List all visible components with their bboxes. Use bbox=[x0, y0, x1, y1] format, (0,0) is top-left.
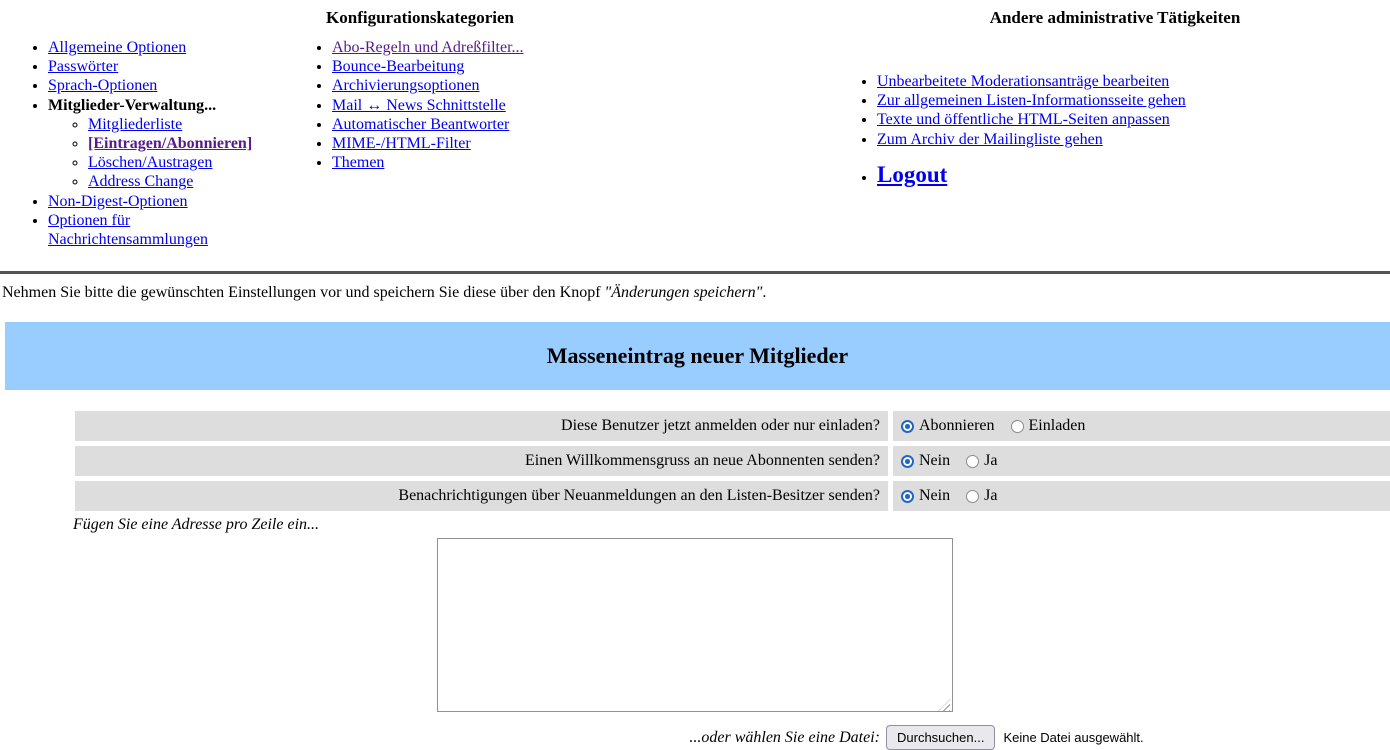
nav-link-allgemeine-optionen[interactable]: Allgemeine Optionen bbox=[48, 39, 187, 56]
radio-button-icon[interactable] bbox=[901, 455, 914, 468]
address-entry-label: Fügen Sie eine Adresse pro Zeile ein... bbox=[73, 516, 320, 534]
radio-label: Ja bbox=[984, 487, 998, 505]
instruction-text bbox=[2, 284, 1390, 302]
nav-link-address-change[interactable]: Address Change bbox=[88, 173, 194, 191]
row-label: Diese Benutzer jetzt anmelden oder nur einladen? bbox=[75, 411, 888, 441]
address-textarea[interactable] bbox=[437, 538, 953, 712]
instruction-emphasis: "Änderungen speichern" bbox=[604, 284, 763, 302]
horizontal-divider bbox=[0, 271, 1390, 274]
nav-link-mitgliederliste[interactable]: Mitgliederliste bbox=[88, 115, 183, 133]
list-item bbox=[48, 192, 284, 211]
radio-button-icon[interactable] bbox=[901, 490, 914, 503]
file-upload-row bbox=[75, 725, 1390, 750]
nav-link-bounce-bearbeitung[interactable]: Bounce-Bearbeitung bbox=[332, 58, 465, 76]
row-options bbox=[893, 446, 1390, 476]
admin-tasks-header: Andere administrative Tätigkeiten bbox=[989, 8, 1241, 27]
row-options bbox=[893, 481, 1390, 511]
list-item bbox=[48, 211, 284, 249]
list-item bbox=[877, 72, 1390, 91]
config-category-list-1 bbox=[0, 38, 284, 249]
list-item bbox=[332, 153, 840, 172]
list-item bbox=[332, 57, 840, 76]
form-row-owner-notification bbox=[75, 481, 1390, 511]
radio-option-nein[interactable] bbox=[901, 487, 950, 505]
nav-link-sprach-optionen[interactable]: Sprach-Optionen bbox=[48, 77, 158, 95]
nav-link-themen[interactable]: Themen bbox=[332, 154, 385, 172]
radio-option-ja[interactable] bbox=[966, 487, 997, 505]
nav-link-archivierungsoptionen[interactable]: Archivierungsoptionen bbox=[332, 77, 480, 95]
admin-tasks-section bbox=[840, 8, 1390, 249]
nav-link-listen-informationsseite[interactable]: Zur allgemeinen Listen-Informationsseite gehen bbox=[877, 92, 1186, 110]
logout-link[interactable]: Logout bbox=[877, 161, 948, 187]
radio-button-icon[interactable] bbox=[1011, 420, 1024, 433]
radio-option-abonnieren[interactable] bbox=[901, 417, 995, 435]
page-title: Masseneintrag neuer Mitglieder bbox=[546, 343, 849, 369]
config-category-list-2 bbox=[284, 38, 840, 172]
radio-label: Nein bbox=[919, 452, 951, 470]
browse-button[interactable]: Durchsuchen... bbox=[886, 725, 995, 750]
list-item bbox=[332, 38, 840, 57]
form-row-subscribe-or-invite bbox=[75, 411, 1390, 441]
nav-link-abo-regeln-adressfilter[interactable]: Abo-Regeln und Adreßfilter... bbox=[332, 39, 524, 56]
address-textarea-container bbox=[437, 538, 953, 717]
radio-label: Abonnieren bbox=[919, 417, 995, 435]
list-item bbox=[88, 134, 284, 153]
top-navigation bbox=[0, 8, 1390, 249]
list-item bbox=[332, 134, 840, 153]
section-label-mitglieder-verwaltung: Mitglieder-Verwaltung... bbox=[48, 96, 217, 114]
instruction-suffix: . bbox=[762, 284, 767, 302]
instruction-prefix: Nehmen Sie bitte die gewünschten Einstellungen vor und speichern Sie diese über den Knopf bbox=[2, 284, 605, 302]
list-item bbox=[877, 161, 1390, 187]
list-item bbox=[48, 76, 284, 95]
member-management-submenu bbox=[48, 115, 284, 192]
nav-link-automatischer-beantworter[interactable]: Automatischer Beantworter bbox=[332, 115, 510, 133]
radio-button-icon[interactable] bbox=[901, 420, 914, 433]
list-item bbox=[88, 115, 284, 134]
admin-task-list bbox=[840, 72, 1390, 187]
row-label: Benachrichtigungen über Neuanmeldungen an den Listen-Besitzer senden? bbox=[75, 481, 888, 511]
form-row-welcome-message bbox=[75, 446, 1390, 476]
file-status-text: Keine Datei ausgewählt. bbox=[1003, 730, 1144, 746]
nav-link-mail-news-schnittstelle[interactable]: Mail ↔ News Schnittstelle bbox=[332, 96, 506, 114]
radio-option-nein[interactable] bbox=[901, 452, 950, 470]
list-item bbox=[332, 115, 840, 134]
list-item bbox=[332, 76, 840, 95]
list-item bbox=[48, 38, 284, 57]
nav-link-archiv-mailingliste[interactable]: Zum Archiv der Mailingliste gehen bbox=[877, 130, 1103, 148]
page-title-bar bbox=[5, 322, 1390, 390]
file-upload-label: ...oder wählen Sie eine Datei: bbox=[689, 728, 880, 746]
radio-button-icon[interactable] bbox=[966, 455, 979, 468]
list-item bbox=[877, 110, 1390, 129]
list-item bbox=[48, 57, 284, 76]
radio-label: Nein bbox=[919, 487, 951, 505]
nav-link-passwoerter[interactable]: Passwörter bbox=[48, 58, 119, 76]
list-item bbox=[88, 172, 284, 191]
radio-label: Ja bbox=[984, 452, 998, 470]
radio-label: Einladen bbox=[1028, 417, 1086, 435]
nav-link-mime-html-filter[interactable]: MIME-/HTML-Filter bbox=[332, 135, 471, 153]
mass-subscribe-options bbox=[75, 411, 1390, 511]
nav-link-loeschen-austragen[interactable]: Löschen/Austragen bbox=[88, 154, 213, 172]
nav-link-eintragen-abonnieren-current[interactable]: [Eintragen/Abonnieren] bbox=[88, 135, 253, 153]
list-item bbox=[332, 96, 840, 115]
nav-link-moderationsantraege[interactable]: Unbearbeitete Moderationsanträge bearbeiten bbox=[877, 73, 1170, 90]
row-label: Einen Willkommensgruss an neue Abonnenten senden? bbox=[75, 446, 888, 476]
radio-option-ja[interactable] bbox=[966, 452, 997, 470]
nav-link-html-seiten-anpassen[interactable]: Texte und öffentliche HTML-Seiten anpassen bbox=[877, 111, 1170, 129]
row-options bbox=[893, 411, 1390, 441]
nav-link-non-digest-optionen[interactable]: Non-Digest-Optionen bbox=[48, 192, 188, 210]
config-categories-section bbox=[0, 8, 840, 249]
list-item bbox=[877, 91, 1390, 110]
list-item bbox=[48, 96, 284, 192]
radio-button-icon[interactable] bbox=[966, 490, 979, 503]
list-item bbox=[88, 153, 284, 172]
nav-link-nachrichtensammlungen[interactable]: Optionen für Nachrichtensammlungen bbox=[48, 211, 208, 249]
list-item bbox=[877, 130, 1390, 149]
radio-option-einladen[interactable] bbox=[1011, 417, 1086, 435]
config-categories-header: Konfigurationskategorien bbox=[326, 8, 514, 27]
